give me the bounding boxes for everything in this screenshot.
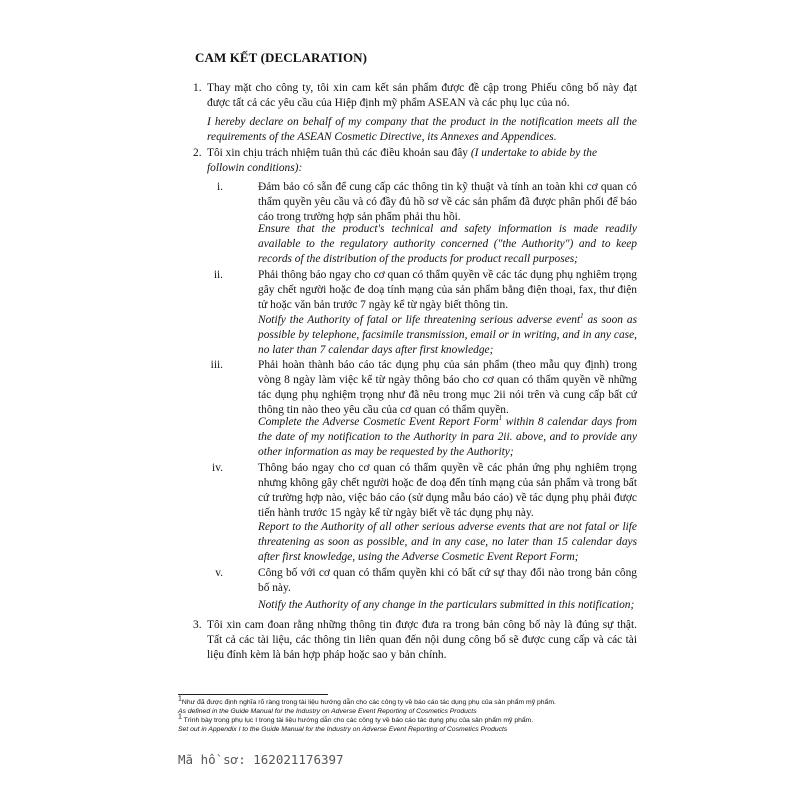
subitem-number: v. — [215, 567, 223, 579]
footnote-2-vi: $^1$ Trình bày trong phụ lục I trong tài liệu hướng dẫn cho các công ty về báo cáo tác dụng phụ của sản phẩm mỹ phẩm. — [178, 713, 534, 724]
subitem-ii-vi: Phải thông báo ngay cho cơ quan có thẩm quyền về các tác dụng phụ nghiêm trọng gây chết người hoặc đe doạ tính mạng của sản phẩm bằng điện thoại, fax, thư điện tử hoặc văn bản trước 7 ngày kể từ ngày biết thông tin. — [258, 269, 637, 311]
subitem-v-vi: Công bố với cơ quan có thẩm quyền khi có bất cứ sự thay đổi nào trong bản công bố này. — [258, 567, 637, 594]
subitem-number: iii. — [210, 359, 223, 371]
item-3-vi: Tôi xin cam đoan rằng những thông tin được đưa ra trong bản công bố này là đúng sự thật. Tất cả các tài liệu, các thông tin liên quan đến nội dung công bố sẽ được cung cấp và các tài liệu đính kèm là bản hợp pháp hoặc sao y bản chính. — [207, 619, 637, 661]
subitem-iii-en: Complete the Adverse Cosmetic Event Report Form$^1$ within 8 calendar days from the date of my notification to the Authority in para 2ii. above, and to provide any other information as may be requested by the Authority; — [258, 414, 637, 458]
item-1-vi: Thay mặt cho công ty, tôi xin cam kết sản phẩm được đề cập trong Phiếu công bố này đạt được tất cả các yêu cầu của Hiệp định mỹ phẩm ASEAN và các phụ lục của nó. — [207, 82, 637, 109]
item-2-text — [207, 146, 637, 176]
item-2-vi: Tôi xin chịu trách nhiệm tuân thủ các điều khoản sau đây — [207, 147, 468, 159]
item-1-en: I hereby declare on behalf of my company that the product in the notification meets all the requirements of the ASEAN Cosmetic Directive, its Annexes and Appendices. — [207, 116, 637, 143]
subitem-ii-en: Notify the Authority of fatal or life threatening serious adverse event$^1$ as soon as possible by telephone, facsimile transmission, email or in writing, and in any case, no later than 7 calendar days after first knowledge; — [258, 312, 637, 356]
subitem-iv-en: Report to the Authority of all other serious adverse events that are not fatal or life threatening as soon as possible, and in any case, no later than 15 calendar days after first knowledge, using the Adverse Cosmetic Event Report Form; — [258, 521, 637, 563]
footnote-divider — [178, 694, 328, 695]
item-2-en: (I undertake to abide by the followin conditions): — [207, 147, 598, 174]
subitem-i-vi: Đảm bảo có sẵn để cung cấp các thông tin kỹ thuật và tính an toàn khi cơ quan có thẩm quyền yêu cầu và có đầy đủ hồ sơ về các sản phẩm đã được phân phối để báo cáo trong trường hợp sản phẩm phải thu hồi. — [258, 181, 637, 223]
item-number: 1. — [193, 82, 202, 94]
footnote-1-vi: $^1$Như đã được định nghĩa rõ ràng trong tài liệu hướng dẫn cho các công ty về báo cáo tác dụng phụ của sản phẩm mỹ phẩm. — [178, 695, 556, 706]
item-number: 3. — [193, 619, 202, 631]
subitem-number: iv. — [212, 462, 223, 474]
record-code: Mã hồ sơ: 162021176397 — [178, 752, 344, 767]
subitem-number: ii. — [213, 269, 223, 281]
footnote-1-en: As defined in the Guide Manual for the Industry on Adverse Event Reporting of Cosmetics Products — [178, 708, 477, 715]
footnote-2-en: Set out in Appendix I to the Guide Manual for the Industry on Adverse Event Reporting of Cosmetics Products — [178, 726, 508, 733]
subitem-iii-vi: Phải hoàn thành báo cáo tác dụng phụ của sản phẩm (theo mẫu quy định) trong vòng 8 ngày làm việc kể từ ngày thông báo cho cơ quan có thẩm quyền về những tác dụng phụ nghiệm trọng như đã nêu trong mục 2ii nói trên và cung cấp bất cứ thông tin nào theo yêu cầu của cơ quan có thẩm quyền. — [258, 359, 637, 416]
page-title: CAM KẾT (DECLARATION) — [195, 50, 368, 65]
item-number: 2. — [193, 147, 202, 159]
subitem-iv-vi: Thông báo ngay cho cơ quan có thẩm quyền về các phản ứng phụ nghiêm trọng nhưng không gây chết người hoặc đe doạ đến tính mạng của sản phẩm và trong bất cứ trường hợp nào, việc báo cáo (sử dụng mẫu báo cáo) về tác dụng phụ phải được tiến hành trước 15 ngày kể từ ngày biết về tác dụng phụ này. — [258, 462, 637, 519]
subitem-v-en: Notify the Authority of any change in the particulars submitted in this notification; — [258, 599, 635, 611]
subitem-i-en: Ensure that the product's technical and safety information is made readily available to the regulatory authority concerned ("the Authority") and to keep records of the distribution of the products for product recall purposes; — [258, 223, 637, 265]
subitem-number: i. — [216, 181, 223, 193]
